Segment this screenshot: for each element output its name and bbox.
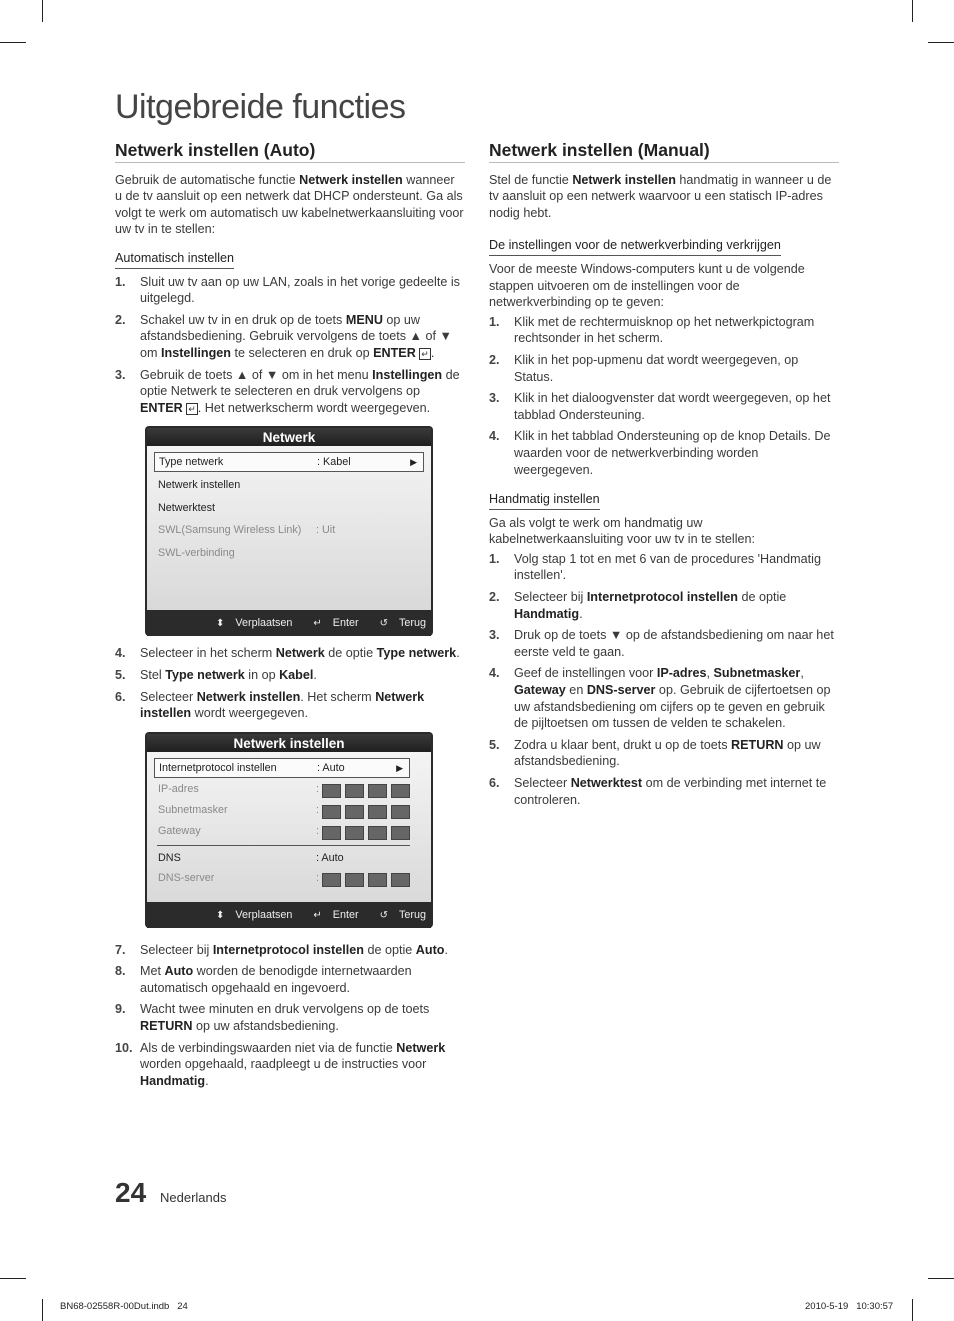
steps-auto-3: [115, 942, 465, 1090]
osd-title: Netwerk: [147, 428, 431, 446]
osd-netwerk-instellen-menu: [145, 732, 433, 928]
list-item: 2. Schakel uw tv in en druk op de toets MENU op uw afstandsbediening. Gebruik vervolgens de toets ▲ of ▼ om Instellingen te selecteren en druk op ENTER ↵ .: [115, 312, 452, 360]
osd-item-internetprotocol[interactable]: Internetprotocol instellen : Auto ▶: [154, 758, 410, 778]
enter-icon: ↵: [313, 909, 322, 921]
crop-mark: [928, 42, 954, 43]
crop-mark: [0, 1278, 26, 1279]
crop-mark: [0, 42, 26, 43]
return-icon: ↺: [379, 618, 388, 630]
osd-item-ip-adres: IP-adres :: [154, 780, 424, 801]
crop-mark: [912, 0, 913, 22]
osd-divider: [157, 845, 410, 846]
arrow-right-icon: ▶: [396, 762, 403, 773]
ip-field-boxes: [316, 784, 410, 798]
list-item: 1. Volg stap 1 tot en met 6 van de procedures 'Handmatig instellen'.: [489, 551, 821, 583]
osd-item-swl-verbinding: SWL-verbinding: [158, 546, 235, 559]
page-title: Uitgebreide functies: [115, 88, 406, 126]
osd-netwerk-menu: [145, 426, 433, 636]
subhead-automatisch: Automatisch instellen: [115, 250, 234, 269]
language-label: Nederlands: [160, 1190, 227, 1205]
paragraph-handmatig: Ga als volgt te werk om handmatig uw kabelnetwerkaansluiting voor uw tv in te stellen:: [489, 515, 756, 547]
steps-auto-2: [115, 645, 465, 721]
print-slug-file: BN68-02558R-00Dut.indb 24: [60, 1301, 188, 1312]
enter-icon: ↵: [421, 348, 429, 359]
steps-verkrijgen: [489, 314, 839, 478]
crop-mark: [912, 1299, 913, 1321]
list-item: 4. Geef de instellingen voor IP-adres, Subnetmasker, Gateway en DNS-server op. Gebruik de cijfertoetsen op uw afstandsbediening om cijfers op te geven en gebruik de pijltoetsen om tussen de velden te schakelen.: [489, 666, 831, 731]
osd-item-dns[interactable]: DNS : Auto: [158, 851, 344, 864]
list-item: 10. Als de verbindingswaarden niet via de functie Netwerk worden opgehaald, raadpleegt u de instructies voor Handmatig.: [115, 1040, 446, 1088]
osd-item-netwerk-instellen[interactable]: Netwerk instellen: [158, 479, 241, 492]
list-item: 2. Selecteer bij Internetprotocol instellen de optie Handmatig.: [489, 590, 787, 621]
osd-item-netwerktest[interactable]: Netwerktest: [158, 501, 215, 514]
osd-item-gateway: Gateway :: [154, 822, 424, 843]
crop-mark: [42, 0, 43, 22]
right-column: [489, 142, 839, 813]
crop-mark: [928, 1278, 954, 1279]
steps-auto-1: [115, 274, 465, 417]
arrow-right-icon: ▶: [410, 457, 417, 468]
crop-mark: [42, 1299, 43, 1321]
list-item: 3. Gebruik de toets ▲ of ▼ om in het menu Instellingen de optie Netwerk te selecteren en druk vervolgens op ENTER ↵ . Het netwerkscherm wordt weergegeven.: [115, 367, 460, 415]
osd-item-subnetmasker: Subnetmasker :: [154, 801, 424, 822]
subhead-verkrijgen: De instellingen voor de netwerkverbinding verkrijgen: [489, 237, 781, 256]
osd-footer: ⬍ Verplaatsen ↵ Enter ↺ Terug: [147, 902, 431, 928]
enter-icon: ↵: [188, 403, 196, 414]
list-item: 3. Klik in het dialoogvenster dat wordt weergegeven, op het tabblad Ondersteuning.: [489, 391, 831, 422]
print-slug-date: 2010-5-19 10:30:57: [805, 1301, 894, 1312]
list-item: 8. Met Auto worden de benodigde internetwaarden automatisch opgehaald en ingevoerd.: [115, 964, 412, 995]
list-item: 6. Selecteer Netwerk instellen. Het scherm Netwerk instellen wordt weergegeven.: [115, 689, 425, 721]
osd-footer: ⬍ Verplaatsen ↵ Enter ↺ Terug: [147, 610, 431, 636]
list-item: 2. Klik in het pop-upmenu dat wordt weergegeven, op Status.: [489, 352, 799, 384]
updown-icon: ⬍: [215, 909, 225, 921]
list-item: 6. Selecteer Netwerktest om de verbinding met internet te controleren.: [489, 776, 827, 807]
steps-handmatig: [489, 551, 839, 808]
osd-item-swl: SWL(Samsung Wireless Link) : Uit: [158, 524, 336, 537]
list-item: 9. Wacht twee minuten en druk vervolgens op de toets RETURN op uw afstandsbediening.: [115, 1002, 430, 1034]
list-item: 4. Klik in het tabblad Ondersteuning op de knop Details. De waarden voor de netwerkverbinding worden weergegeven.: [489, 429, 831, 477]
subhead-handmatig: Handmatig instellen: [489, 491, 600, 510]
intro-auto: Gebruik de automatische functie Netwerk instellen wanneer u de tv aansluit op een netwerk dat DHCP ondersteunt. Ga als volgt te werk om automatisch uw kabelnetwerkaansluiting voor uw tv in te stellen:: [115, 172, 464, 237]
list-item: 5. Stel Type netwerk in op Kabel.: [115, 667, 317, 682]
list-item: 3. Druk op de toets ▼ op de afstandsbediening om naar het eerste veld te gaan.: [489, 628, 834, 659]
paragraph-windows: Voor de meeste Windows-computers kunt u de volgende stappen uitvoeren om de instellingen voor de netwerkverbinding op te geven:: [489, 261, 805, 310]
page-number: 24: [115, 1177, 147, 1208]
section-title-manual: Netwerk instellen (Manual): [489, 142, 839, 163]
list-item: 1. Sluit uw tv aan op uw LAN, zoals in het vorige gedeelte is uitgelegd.: [115, 274, 460, 306]
section-title-auto: Netwerk instellen (Auto): [115, 142, 465, 163]
left-column: [115, 142, 465, 1094]
ip-field-boxes: [316, 826, 410, 840]
list-item: 5. Zodra u klaar bent, drukt u op de toets RETURN op uw afstandsbediening.: [489, 737, 821, 769]
osd-title: Netwerk instellen: [147, 734, 431, 752]
list-item: 7. Selecteer bij Internetprotocol instellen de optie Auto.: [115, 942, 448, 957]
updown-icon: ⬍: [215, 618, 225, 630]
list-item: 4. Selecteer in het scherm Netwerk de optie Type netwerk.: [115, 646, 460, 661]
osd-item-dns-server: DNS-server :: [154, 869, 424, 890]
enter-icon: ↵: [313, 618, 322, 630]
intro-manual: Stel de functie Netwerk instellen handmatig in wanneer u de tv aansluit op een netwerk waarvoor u een statisch IP-adres nodig hebt.: [489, 172, 832, 220]
ip-field-boxes: [316, 873, 410, 887]
ip-field-boxes: [316, 805, 410, 819]
osd-item-type-netwerk[interactable]: Type netwerk : Kabel ▶: [154, 452, 424, 472]
return-icon: ↺: [379, 909, 388, 921]
list-item: 1. Klik met de rechtermuisknop op het netwerkpictogram rechtsonder in het scherm.: [489, 314, 815, 346]
